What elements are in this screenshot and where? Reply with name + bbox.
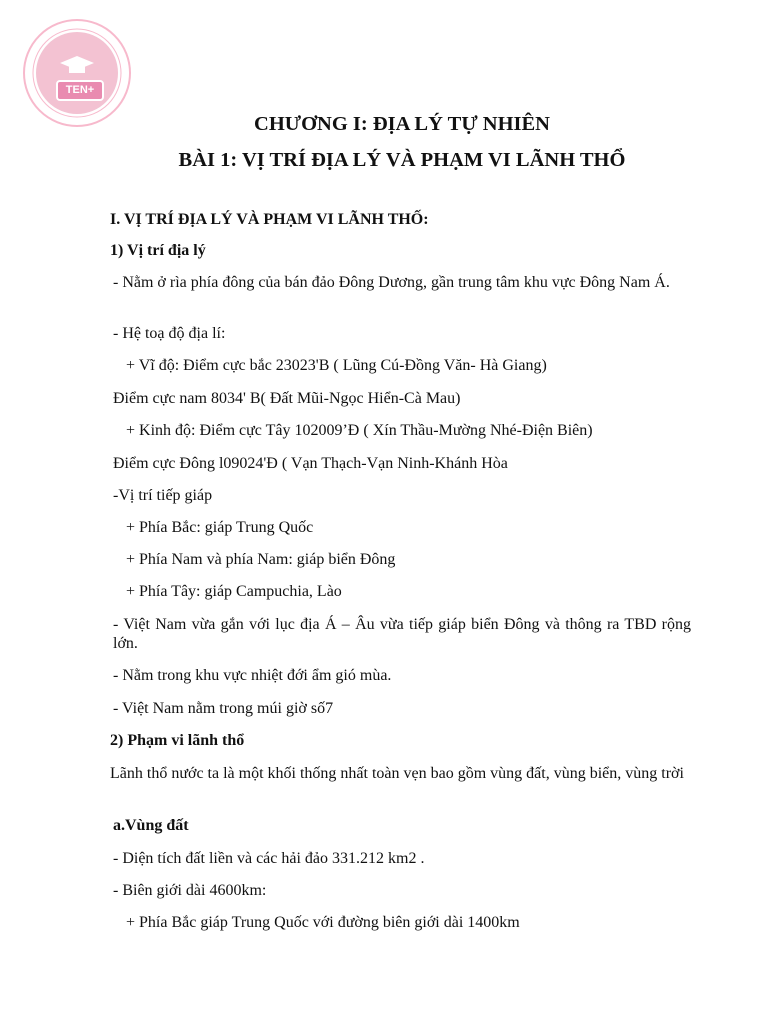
paragraph: + Phía Bắc giáp Trung Quốc với đường biên giới dài 1400km bbox=[126, 914, 520, 931]
paragraph: + Phía Bắc: giáp Trung Quốc bbox=[126, 519, 314, 536]
paragraph: -Vị trí tiếp giáp bbox=[113, 487, 213, 504]
paragraph: - Biên giới dài 4600km: bbox=[113, 882, 267, 899]
chapter-title: CHƯƠNG I: ĐỊA LÝ TỰ NHIÊN bbox=[254, 113, 550, 135]
logo-label: TEN+ bbox=[56, 80, 104, 101]
paragraph: - Hệ toạ độ địa lí: bbox=[113, 325, 226, 342]
paragraph: + Phía Tây: giáp Campuchia, Lào bbox=[126, 583, 342, 600]
graduation-cap-icon bbox=[60, 56, 94, 76]
paragraph: + Kinh độ: Điểm cực Tây 102009’Đ ( Xín Thầu-Mường Nhé-Điện Biên) bbox=[126, 422, 593, 439]
paragraph: - Nằm ở rìa phía đông của bán đảo Đông Dương, gần trung tâm khu vực Đông Nam Á. bbox=[113, 274, 670, 291]
paragraph: + Vĩ độ: Điểm cực bắc 23023'B ( Lũng Cú-Đồng Văn- Hà Giang) bbox=[126, 357, 547, 374]
paragraph: + Phía Nam và phía Nam: giáp biển Đông bbox=[126, 551, 396, 568]
paragraph: Lãnh thổ nước ta là một khối thống nhất toàn vẹn bao gồm vùng đất, vùng biển, vùng trời bbox=[110, 765, 684, 782]
subsection-heading-land: a.Vùng đất bbox=[113, 817, 189, 834]
logo bbox=[22, 18, 132, 128]
subsection-heading-territory: 2) Phạm vi lãnh thổ bbox=[110, 732, 245, 749]
paragraph: Điểm cực Đông l09024'Đ ( Vạn Thạch-Vạn Ninh-Khánh Hòa bbox=[113, 455, 508, 472]
paragraph: - Việt Nam vừa gắn với lục địa Á – Âu vừa tiếp giáp biển Đông và thông ra TBD rộng lớn. bbox=[113, 616, 691, 652]
paragraph: - Việt Nam nằm trong múi giờ số7 bbox=[113, 700, 334, 717]
lesson-title: BÀI 1: VỊ TRÍ ĐỊA LÝ VÀ PHẠM VI LÃNH THỔ bbox=[178, 149, 626, 171]
section-heading: I. VỊ TRÍ ĐỊA LÝ VÀ PHẠM VI LÃNH THỐ: bbox=[110, 211, 429, 228]
paragraph: - Nằm trong khu vực nhiệt đới ẩm gió mùa. bbox=[113, 667, 392, 684]
paragraph: Điểm cực nam 8034' B( Đất Mũi-Ngọc Hiển-Cà Mau) bbox=[113, 390, 461, 407]
subsection-heading-location: 1) Vị trí địa lý bbox=[110, 242, 206, 259]
paragraph: - Diện tích đất liền và các hải đảo 331.212 km2 . bbox=[113, 850, 425, 867]
